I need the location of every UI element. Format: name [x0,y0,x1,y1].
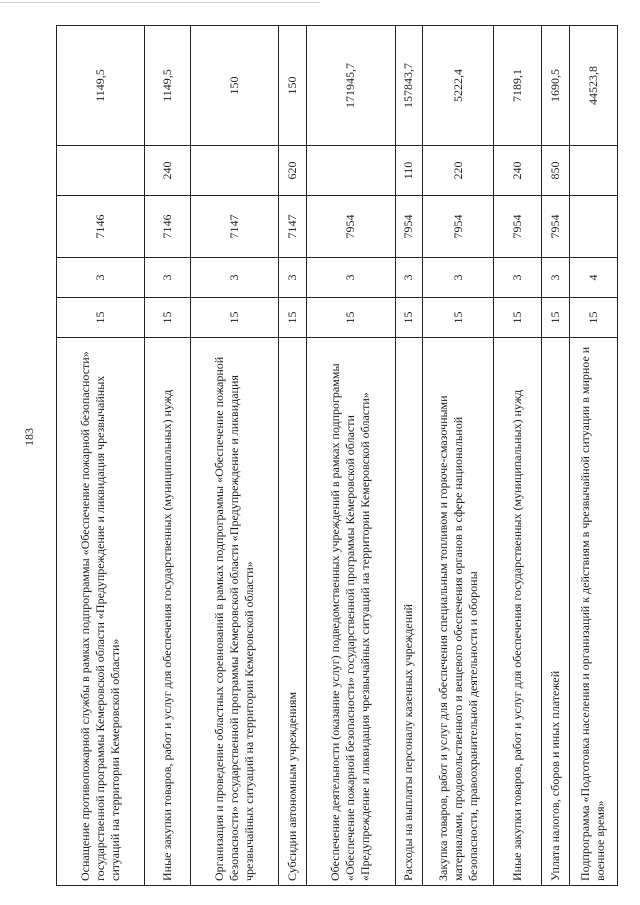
cell-sum: 44523,8 [569,26,617,146]
cell-c4: 240 [494,146,542,196]
table-row [542,26,570,886]
cell-desc: Обеспечение деятельности (оказание услуг) подведомственных учреждений в рамках подпрограммы «Обеспечение пожарной безопасности» государственной программы Кемеровской области «Предупреждение и ликвидация чрезвычайных ситуаций на территории Кемеровской области» [307,338,395,886]
cell-c1: 15 [145,298,190,338]
table-row [190,26,278,886]
cell-c3 [569,196,617,258]
cell-c4 [569,146,617,196]
cell-c4 [307,146,395,196]
cell-sum: 150 [279,26,307,146]
cell-c2: 3 [423,258,494,298]
cell-desc: Закупка товаров, работ и услуг для обеспечения специальным топливом и горюче-смазочными материалами, продовольственного и вещевого обеспечения органов в сфере национальной безопасности, правоохранительной деятельности и обороны [423,338,494,886]
cell-c3: 7954 [542,196,570,258]
budget-table [56,25,618,886]
cell-c4: 620 [279,146,307,196]
cell-desc: Субсидии автономным учреждениям [279,338,307,886]
budget-table-sheet [56,26,618,886]
cell-c1: 15 [542,298,570,338]
cell-c4: 110 [395,146,423,196]
cell-c2: 3 [190,258,278,298]
cell-c3: 7146 [57,196,145,258]
table-row [569,26,617,886]
cell-sum: 7189,1 [494,26,542,146]
cell-c1: 15 [569,298,617,338]
cell-c1: 15 [494,298,542,338]
cell-desc: Расходы на выплаты персоналу казенных учреждений [395,338,423,886]
cell-c4: 850 [542,146,570,196]
cell-c1: 15 [307,298,395,338]
cell-c2: 3 [494,258,542,298]
cell-sum: 1149,5 [145,26,190,146]
cell-c2: 3 [57,258,145,298]
cell-desc: Иные закупки товаров, работ и услуг для обеспечения государственных (муниципальных) нужд [145,338,190,886]
cell-c3: 7954 [494,196,542,258]
cell-desc: Оснащение противопожарной службы в рамках подпрограммы «Обеспечение пожарной безопасности» государственной программы Кемеровской области «Предупреждение и ликвидация чрезвычайных ситуаций на территории Кемеровской области» [57,338,145,886]
cell-c1: 15 [279,298,307,338]
cell-c3: 7147 [279,196,307,258]
cell-sum: 157843,7 [395,26,423,146]
cell-c4: 240 [145,146,190,196]
cell-c1: 15 [423,298,494,338]
page-number: 183 [22,428,36,446]
cell-c3: 7954 [423,196,494,258]
cell-sum: 1149,5 [57,26,145,146]
cell-c2: 3 [279,258,307,298]
table-row [145,26,190,886]
cell-c3: 7147 [190,196,278,258]
table-row [423,26,494,886]
cell-c4 [190,146,278,196]
top-edge-line [0,2,320,3]
cell-c1: 15 [190,298,278,338]
cell-sum: 5222,4 [423,26,494,146]
cell-desc: Уплата налогов, сборов и иных платежей [542,338,570,886]
cell-desc: Иные закупки товаров, работ и услуг для обеспечения государственных (муниципальных) нужд [494,338,542,886]
cell-desc: Подпрограмма «Подготовка населения и организаций к действиям в чрезвычайной ситуации в мирное и военное время» [569,338,617,886]
cell-c2: 3 [542,258,570,298]
table-row [279,26,307,886]
cell-c1: 15 [57,298,145,338]
cell-c2: 4 [569,258,617,298]
table-row [494,26,542,886]
cell-c3: 7954 [307,196,395,258]
cell-sum: 150 [190,26,278,146]
cell-c2: 3 [395,258,423,298]
cell-desc: Организация и проведение областных соревнований в рамках подпрограммы «Обеспечение пожарной безопасности» государственной программы Кемеровской области «Предупреждение и ликвидация чрезвычайных ситуаций на территории Кемеровской области» [190,338,278,886]
table-body [57,26,618,886]
cell-c4 [57,146,145,196]
cell-c3: 7146 [145,196,190,258]
cell-sum: 1690,5 [542,26,570,146]
cell-c2: 3 [307,258,395,298]
table-row [395,26,423,886]
cell-sum: 171945,7 [307,26,395,146]
table-row [57,26,145,886]
cell-c3: 7954 [395,196,423,258]
cell-c1: 15 [395,298,423,338]
cell-c2: 3 [145,258,190,298]
table-row [307,26,395,886]
cell-c4: 220 [423,146,494,196]
